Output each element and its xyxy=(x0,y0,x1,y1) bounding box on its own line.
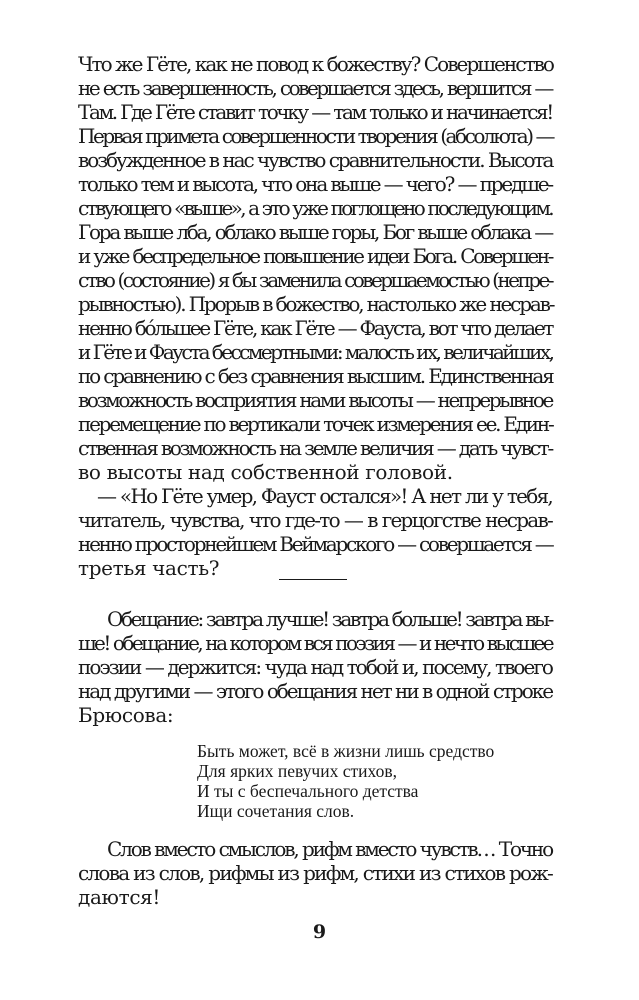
verse-line: Быть может, всё в жизни лишь средство xyxy=(197,741,495,761)
text-line: поэзии — держится: чуда над тобой и, посему, твоего xyxy=(78,655,552,679)
text-line: — «Но Гёте умер, Фауст остался»! А нет ли у тебя, xyxy=(97,484,552,508)
text-line: Гора выше лба, облако выше горы, Бог выше облака — xyxy=(78,220,552,244)
text-line: Обещание: завтра лучше! завтра больше! завтра вы- xyxy=(107,607,552,631)
verse-line: Для ярких певучих стихов, xyxy=(197,761,397,781)
text-line: слова из слов, рифмы из рифм, стихи из стихов рож- xyxy=(78,861,552,885)
text-line: ненно бóльшее Гёте, как Гёте — Фауста, вот что делает xyxy=(78,316,553,340)
text-line: по сравнению с без сравнения высшим. Единственная xyxy=(78,364,553,388)
page-number: 9 xyxy=(312,921,327,943)
text-line: во высоты над собственной головой. xyxy=(78,460,453,484)
text-line: читатель, чувства, что где-то — в герцогстве несрав- xyxy=(78,508,552,532)
text-line: Там. Где Гёте ставит точку — там только и начинается! xyxy=(78,100,552,124)
text-line: и уже беспредельное повышение идеи Бога. Совершен- xyxy=(78,244,552,268)
verse-line: Ищи сочетания слов. xyxy=(197,801,355,821)
text-line: третья часть? xyxy=(78,556,220,580)
text-line: ство (состояние) я бы заменила совершаемостью (непре- xyxy=(78,268,552,292)
text-line: только тем и высота, что она выше — чего? — предше- xyxy=(78,172,552,196)
text-line: ственная возможность на земле величия — дать чувст- xyxy=(78,436,552,460)
text-line: даются! xyxy=(78,885,161,909)
verse-line: И ты с беспечального детства xyxy=(197,781,419,801)
text-line: не есть завершенность, совершается здесь, вершится — xyxy=(78,76,552,100)
section-divider xyxy=(279,579,347,580)
text-line: Первая примета совершенности творения (абсолюта) — xyxy=(78,124,554,148)
text-line: возможность восприятия нами высоты — непрерывное xyxy=(78,388,552,412)
text-line: ствующего «выше», а это уже поглощено последующим. xyxy=(78,196,552,220)
text-line: Слов вместо смыслов, рифм вместо чувств… Точно xyxy=(107,837,552,861)
text-line: и Гёте и Фауста бессмертными: малость их, величайших, xyxy=(78,340,553,364)
text-line: ше! обещание, на котором вся поэзия — и нечто высшее xyxy=(78,631,552,655)
text-line: рывностью). Прорыв в божество, настолько же несрав- xyxy=(78,292,554,316)
text-line: над другими — этого обещания нет ни в одной строке xyxy=(78,679,552,703)
text-line: Что же Гёте, как не повод к божеству? Совершенство xyxy=(78,52,553,76)
text-line: ненно просторнейшем Веймарского — совершается — xyxy=(78,532,553,556)
text-line: возбужденное в нас чувство сравнительности. Высота xyxy=(78,148,553,172)
text-line: перемещение по вертикали точек измерения ее. Един- xyxy=(78,412,553,436)
text-line: Брюсова: xyxy=(78,703,174,727)
